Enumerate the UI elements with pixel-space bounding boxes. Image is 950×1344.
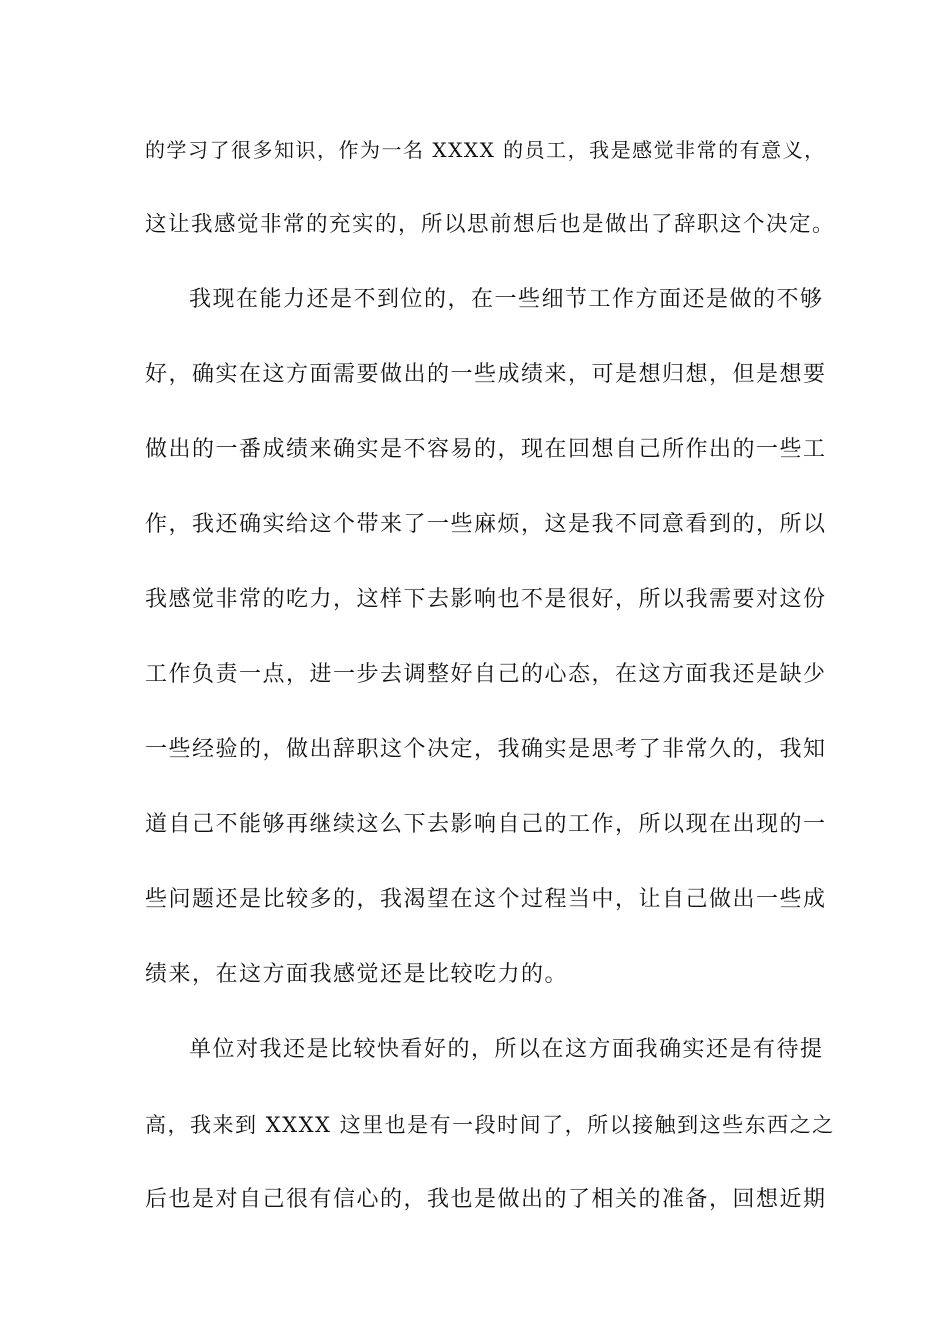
text-line: 工作负责一点，进一步去调整好自己的心态，在这方面我还是缺少 xyxy=(145,662,827,687)
paragraph-start-line: 我现在能力还是不到位的，在一些细节工作方面还是做的不够 xyxy=(189,287,824,312)
text-line: 我感觉非常的吃力，这样下去影响也不是很好，所以我需要对这份 xyxy=(145,587,827,612)
text-line: 些问题还是比较多的，我渴望在这个过程当中，让自己做出一些成 xyxy=(145,887,827,912)
text-line: 这让我感觉非常的充实的，所以思前想后也是做出了辞职这个决定。 xyxy=(145,212,836,237)
text-line: 做出的一番成绩来确实是不容易的，现在回想自己所作出的一些工 xyxy=(145,437,827,462)
text-line: 高，我来到 XXXX 这里也是有一段时间了，所以接触到这些东西之之 xyxy=(145,1113,835,1137)
text-line: 的学习了很多知识，作为一名 XXXX 的员工，我是感觉非常的有意义， xyxy=(145,138,826,162)
text-line: 好，确实在这方面需要做出的一些成绩来，可是想归想，但是想要 xyxy=(145,362,827,387)
paragraph-start-line: 单位对我还是比较快看好的，所以在这方面我确实还是有待提 xyxy=(189,1037,824,1062)
text-line: 一些经验的，做出辞职这个决定，我确实是思考了非常久的，我知 xyxy=(145,737,827,762)
text-line: 作，我还确实给这个带来了一些麻烦，这是我不同意看到的，所以 xyxy=(145,512,827,537)
text-line: 后也是对自己很有信心的，我也是做出的了相关的准备，回想近期 xyxy=(145,1187,827,1212)
text-line: 绩来，在这方面我感觉还是比较吃力的。 xyxy=(145,962,569,987)
text-line: 道自己不能够再继续这么下去影响自己的工作，所以现在出现的一 xyxy=(145,812,827,837)
